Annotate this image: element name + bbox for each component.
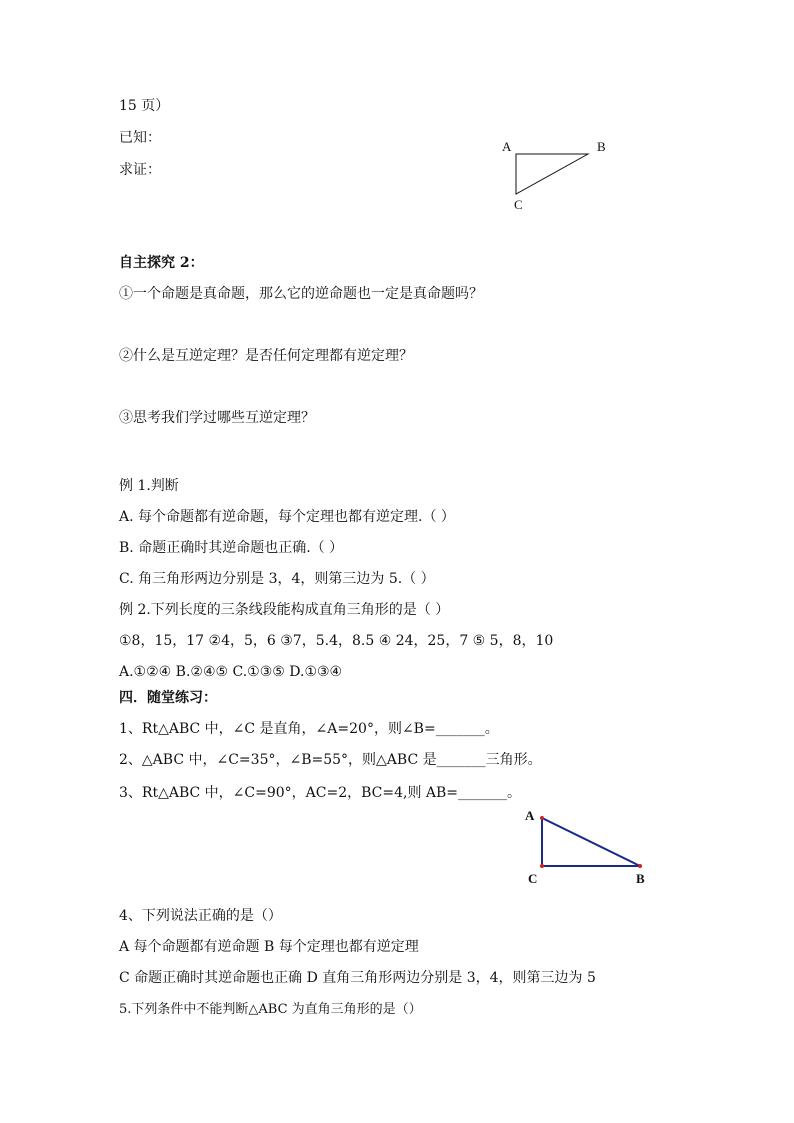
practice-question-5: 5.下列条件中不能判断△ABC 为直角三角形的是（） <box>119 1002 422 1017</box>
explore-2-question-3: ③思考我们学过哪些互逆定理？ <box>119 410 315 426</box>
practice-question-2: 2、△ABC 中，∠C=35°，∠B=55°，则△ABC 是_______三角形。 <box>119 752 542 768</box>
example-1-item-c: C. 角三角形两边分别是 3，4，则第三边为 5.（ ） <box>119 571 435 587</box>
triangle-figure-1 <box>496 136 616 214</box>
triangle-2-vertex-b <box>638 864 642 868</box>
triangle-1-shape <box>516 154 588 194</box>
example-2-options: ①8，15，17 ②4，5，6 ③7，5.4，8.5 ④ 24，25，7 ⑤ 5，8，10 <box>119 633 554 649</box>
triangle-2-shape <box>542 818 640 866</box>
practice-question-4: 4、下列说法正确的是（） <box>119 908 282 924</box>
triangle-2-vertex-c <box>540 864 544 868</box>
triangle-2-label-a: A <box>525 808 535 823</box>
explore-2-question-2: ②什么是互逆定理？是否任何定理都有逆定理？ <box>119 348 413 364</box>
example-1-item-a: A. 每个命题都有逆命题，每个定理也都有逆定理.（ ） <box>119 509 455 525</box>
triangle-figure-2 <box>520 804 660 890</box>
example-2-choices: A.①②④ B.②④⑤ C.①③⑤ D.①③④ <box>119 664 343 680</box>
triangle-1-label-a: A <box>502 139 512 154</box>
explore-2-question-1: ①一个命题是真命题，那么它的逆命题也一定是真命题吗？ <box>119 286 483 302</box>
prove-label: 求证： <box>119 162 161 178</box>
given-label: 已知： <box>119 130 161 146</box>
example-1-title: 例 1.判断 <box>119 478 179 494</box>
practice-question-3: 3、Rt△ABC 中，∠C=90°，AC=2，BC=4,则 AB=_______。 <box>119 785 522 801</box>
practice-question-4-options-ab: A 每个命题都有逆命题 B 每个定理也都有逆定理 <box>119 939 419 955</box>
page-reference: 15 页） <box>119 98 170 114</box>
example-1-item-b: B. 命题正确时其逆命题也正确.（ ） <box>119 540 344 556</box>
triangle-2-label-b: B <box>636 871 645 886</box>
practice-question-4-options-cd: C 命题正确时其逆命题也正确 D 直角三角形两边分别是 3，4，则第三边为 5 <box>119 970 596 986</box>
example-2-title: 例 2.下列长度的三条线段能构成直角三角形的是（ ） <box>119 602 450 618</box>
triangle-2-vertex-a <box>540 816 544 820</box>
triangle-1-label-b: B <box>597 139 606 154</box>
triangle-1-label-c: C <box>514 197 523 212</box>
practice-question-1: 1、Rt△ABC 中，∠C 是直角，∠A=20°，则∠B=_______。 <box>119 721 499 737</box>
triangle-2-label-c: C <box>528 871 538 886</box>
explore-2-heading: 自主探究 2： <box>119 255 204 271</box>
practice-heading: 四．随堂练习： <box>119 690 217 706</box>
